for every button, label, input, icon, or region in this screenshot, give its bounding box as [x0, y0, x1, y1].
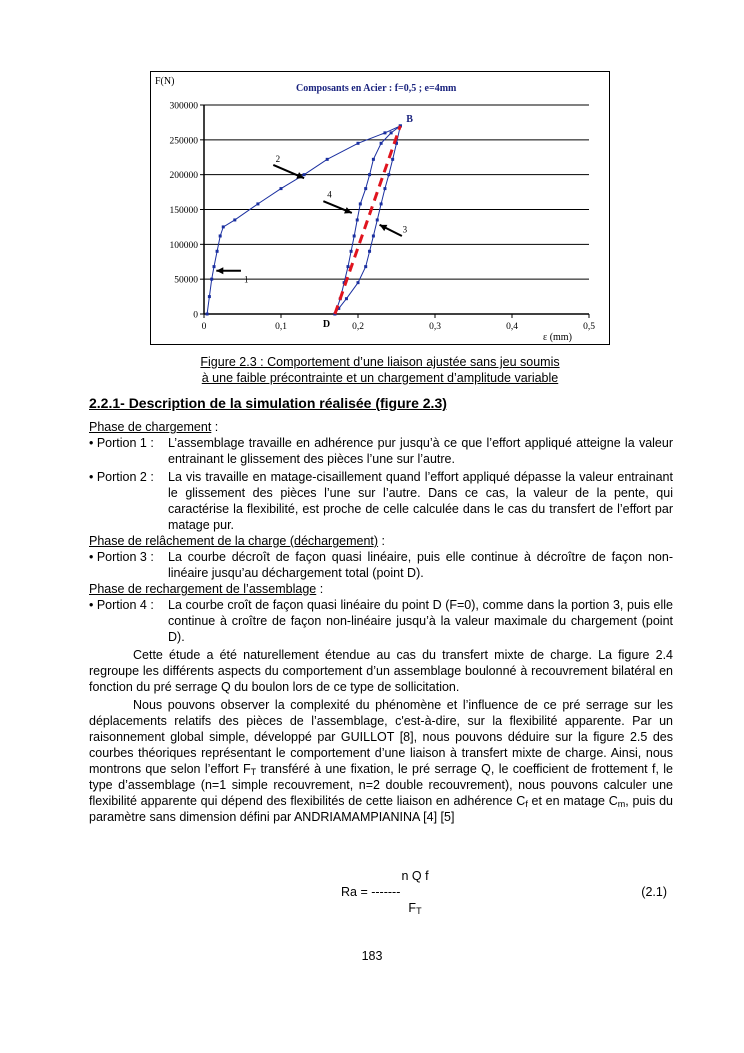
data-point [390, 131, 393, 134]
chart-svg [151, 72, 611, 346]
data-point [368, 173, 371, 176]
annotation-label: 4 [327, 189, 332, 200]
data-point [380, 202, 383, 205]
paragraph-2-part-a: Nous pouvons observer la complexité du phénomène et l’influence de ce pré serrage sur les déplacements relatifs des pièces de l’assemblage, c'est-à-dire, sur la flexibilité apparente. Par un raisonnement global simple, développé par GUILLOT [8], nous pouvons déduire sur la figure 2.5 des courbes théoriques représentant le comportement d’une liaison à transfert mixte de charge. Ainsi, nous montrons que selon l’effort F [89, 698, 673, 776]
x-tick-label: 0,5 [583, 322, 595, 332]
chart-xlabel: ε (mm) [543, 332, 572, 343]
y-tick-label: 200000 [169, 171, 198, 182]
bullet-portion-1 [89, 435, 673, 467]
data-point [208, 295, 211, 298]
y-tick-label: 300000 [169, 101, 198, 112]
caption-line-1: Figure 2.3 : Comportement d’une liaison ajustée sans jeu soumis [200, 355, 560, 369]
data-point [357, 281, 360, 284]
bullet-label: • Portion 2 : [89, 470, 154, 484]
point-label-d: D [322, 319, 331, 330]
y-tick-label: 0 [193, 310, 198, 321]
equation-2-1 [89, 869, 673, 917]
x-tick-label: 0 [201, 322, 207, 332]
data-point [391, 158, 394, 161]
bullet-text: La courbe croît de façon quasi linéaire du point D (F=0), comme dans la portion 3, puis elle continue à croître de façon non-linéaire jusqu’à la valeur maximale du chargement (point D). [168, 598, 673, 644]
section-heading-text: 2.2.1- Description de la simulation réalisée (figure 2.3) [89, 395, 447, 411]
bullet-portion-3 [89, 549, 673, 581]
data-point [356, 218, 359, 221]
figure-caption [150, 354, 610, 386]
data-point [383, 131, 386, 134]
x-tick-label: 0,3 [429, 322, 441, 332]
data-point [380, 142, 383, 145]
data-point [364, 187, 367, 190]
bullet-portion-4 [89, 597, 673, 645]
data-point [364, 265, 367, 268]
data-point [222, 225, 225, 228]
data-point [326, 158, 329, 161]
phase-rechargement-title: Phase de rechargement de l’assemblage [89, 582, 317, 596]
data-point [359, 202, 362, 205]
data-point [353, 234, 356, 237]
data-point [216, 250, 219, 253]
phase-chargement-colon: : [211, 420, 219, 434]
bullet-label: • Portion 1 : [89, 436, 154, 450]
y-tick-label: 100000 [169, 240, 198, 251]
data-point [233, 218, 236, 221]
bullet-text: La courbe décroît de façon quasi linéaire, puis elle continue à décroître de façon non-linéaire jusqu’au déchargement total (point D). [168, 550, 673, 580]
paragraph-2 [89, 697, 673, 825]
data-point [346, 265, 349, 268]
subscript-m: m [617, 799, 626, 809]
phase-dechargement-colon: : [378, 534, 386, 548]
denominator-base: F [408, 901, 417, 915]
x-tick-label: 0,4 [506, 322, 518, 332]
data-point [376, 218, 379, 221]
data-point [303, 173, 306, 176]
series-line-dashed [335, 126, 400, 314]
section-body [89, 419, 673, 825]
data-point [206, 313, 209, 316]
x-tick-label: 0,1 [275, 322, 287, 332]
bullet-text: La vis travaille en matage-cisaillement quand l’effort appliqué dépasse la valeur entrainant le glissement des pièces l’une sur l’autre. Dans ce cas, la valeur de la pente, qui caractérise la flexibilité, est proche de celle calculée dans le cas du transfert de l’effort par matage pur. [168, 470, 673, 532]
y-tick-label: 150000 [169, 206, 198, 216]
data-point [357, 142, 360, 145]
phase-chargement-title: Phase de chargement [89, 420, 212, 434]
y-tick-label: 50000 [174, 275, 198, 286]
data-point [280, 187, 283, 190]
annotation-label: 3 [402, 224, 408, 235]
data-point [345, 297, 348, 300]
bullet-text: L’assemblage travaille en adhérence pur jusqu’à ce que l’effort appliqué atteigne la valeur entrainant le glissement des pièces l’une sur l’autre. [168, 436, 673, 466]
data-point [219, 234, 222, 237]
data-point [213, 265, 216, 268]
annotation-label: 1 [244, 274, 249, 285]
point-label-b: B [406, 113, 413, 125]
annotation-arrowhead [216, 267, 223, 274]
paragraph-1: Cette étude a été naturellement étendue au cas du transfert mixte de charge. La figure 2.4 regroupe les différents aspects du comportement d’un assemblage boulonné à recouvrement bilatéral en fonction du pré serrage Q du boulon lors de ce type de sollicitation. [89, 648, 673, 694]
data-point [350, 250, 353, 253]
data-point [372, 234, 375, 237]
phase-rechargement-colon: : [316, 582, 324, 596]
data-point [387, 173, 390, 176]
data-point [372, 158, 375, 161]
x-tick-label: 0,2 [352, 322, 364, 332]
bullet-label: • Portion 4 : [89, 598, 154, 612]
data-point [210, 278, 213, 281]
paragraph-2-part-d: , puis du paramètre sans dimension défini par ANDRIAMAMPIANINA [4] [5] [89, 794, 673, 824]
bullet-label: • Portion 3 : [89, 550, 154, 564]
denominator-sub: T [416, 906, 422, 916]
paragraph-2-part-c: et en matage C [527, 794, 618, 808]
y-tick-label: 250000 [169, 136, 198, 147]
equation-denominator [385, 901, 445, 915]
paragraph-2-part-b: transféré à une fixation, le pré serrage Q, le coefficient de frottement f, le type d’assemblage (n=1 simple recouvrement, n=2 double recouvrement), nous pouvons calculer une flexibilité apparente qui dépend des flexibilités de cette liaison en adhérence C [89, 762, 673, 808]
equation-number: (2.1) [641, 885, 667, 899]
data-point [383, 187, 386, 190]
data-point [256, 202, 259, 205]
chart-ylabel: F(N) [155, 76, 175, 87]
section-heading [89, 395, 673, 412]
annotation-label: 2 [275, 154, 281, 165]
chart-title: Composants en Acier : f=0,5 ; e=4mm [296, 83, 457, 94]
figure-chart [150, 71, 610, 345]
page-number: 183 [361, 949, 383, 963]
equation-lhs: Ra = ------- [341, 885, 401, 899]
subscript-t: T [250, 767, 257, 777]
caption-line-2: à une faible précontrainte et un chargement d’amplitude variable [201, 371, 559, 385]
subscript-f: f [525, 799, 528, 809]
phase-dechargement-title: Phase de relâchement de la charge (déchargement) [89, 534, 379, 548]
data-point [368, 250, 371, 253]
bullet-portion-2 [89, 469, 673, 533]
equation-numerator: n Q f [401, 869, 429, 883]
